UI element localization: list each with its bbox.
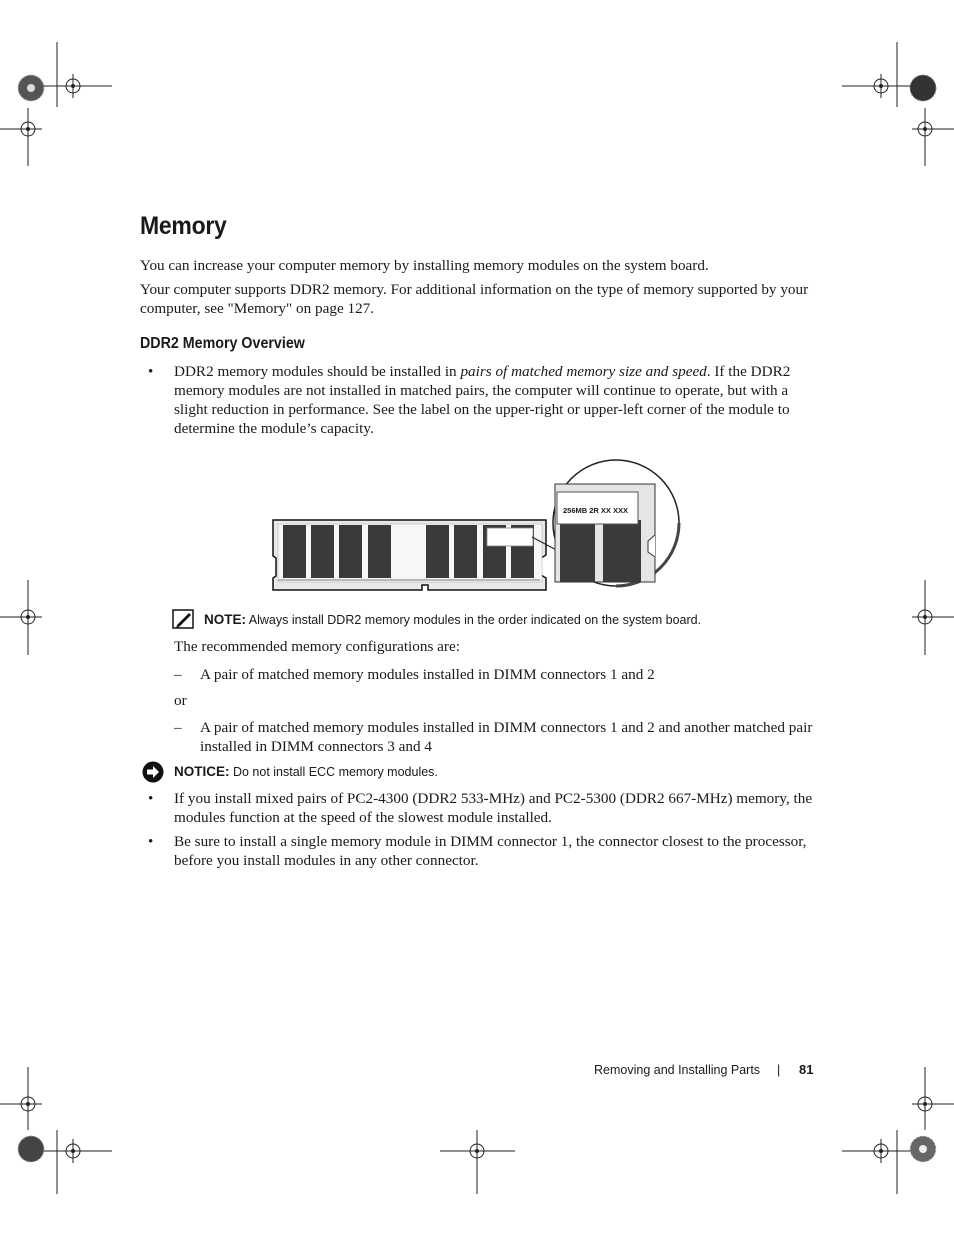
module-capacity-label: 256MB 2R XX XXX (563, 506, 629, 515)
mixed-pairs-bullet: If you install mixed pairs of PC2-4300 (DDR2 533-MHz) and PC2-5300 (DDR2 667-MHz) memory, the modules function at the speed of the slowest module installed. (174, 790, 813, 826)
single-module-bullet: Be sure to install a single memory module in DIMM connector 1, the connector closest to the processor, before you install modules in any other connector. (174, 833, 807, 869)
notice-arrow-icon (142, 761, 164, 783)
dash-marker: – (174, 719, 182, 736)
bullet-icon: • (148, 833, 154, 850)
configs-intro: The recommended memory configurations are: (174, 638, 460, 655)
notice-text: NOTICE: Do not install ECC memory modules. (174, 764, 438, 779)
note-text: NOTE: Always install DDR2 memory modules in the order indicated on the system board. (204, 612, 702, 627)
section-heading: DDR2 Memory Overview (140, 335, 305, 352)
footer-section-name: Removing and Installing Parts (594, 1063, 761, 1077)
pencil-note-icon (173, 610, 193, 630)
bullet-icon: • (148, 363, 154, 380)
footer-separator: | (777, 1063, 781, 1077)
dash-marker: – (174, 666, 182, 683)
config-option-1: A pair of matched memory modules installed in DIMM connectors 1 and 2 (200, 666, 655, 683)
matched-pairs-bullet: DDR2 memory modules should be installed in pairs of matched memory size and speed. If the DDR2 memory modules are not installed in matched pairs, the computer will continue to operate, but with a slight reduction in performance. See the label on the upper-right or upper-left corner of the module to determine the module’s capacity. (174, 363, 791, 437)
or-text: or (174, 692, 187, 709)
page-title: Memory (140, 212, 227, 240)
bullet-icon: • (148, 790, 154, 807)
ddr2-support-paragraph: Your computer supports DDR2 memory. For additional information on the type of memory supported by your computer, see "Memory" on page 127. (140, 281, 809, 317)
intro-paragraph: You can increase your computer memory by installing memory modules on the system board. (140, 257, 709, 274)
page-number: 81 (799, 1062, 814, 1077)
config-option-2: A pair of matched memory modules installed in DIMM connectors 1 and 2 and another matched pair installed in DIMM connectors 3 and 4 (200, 719, 813, 755)
